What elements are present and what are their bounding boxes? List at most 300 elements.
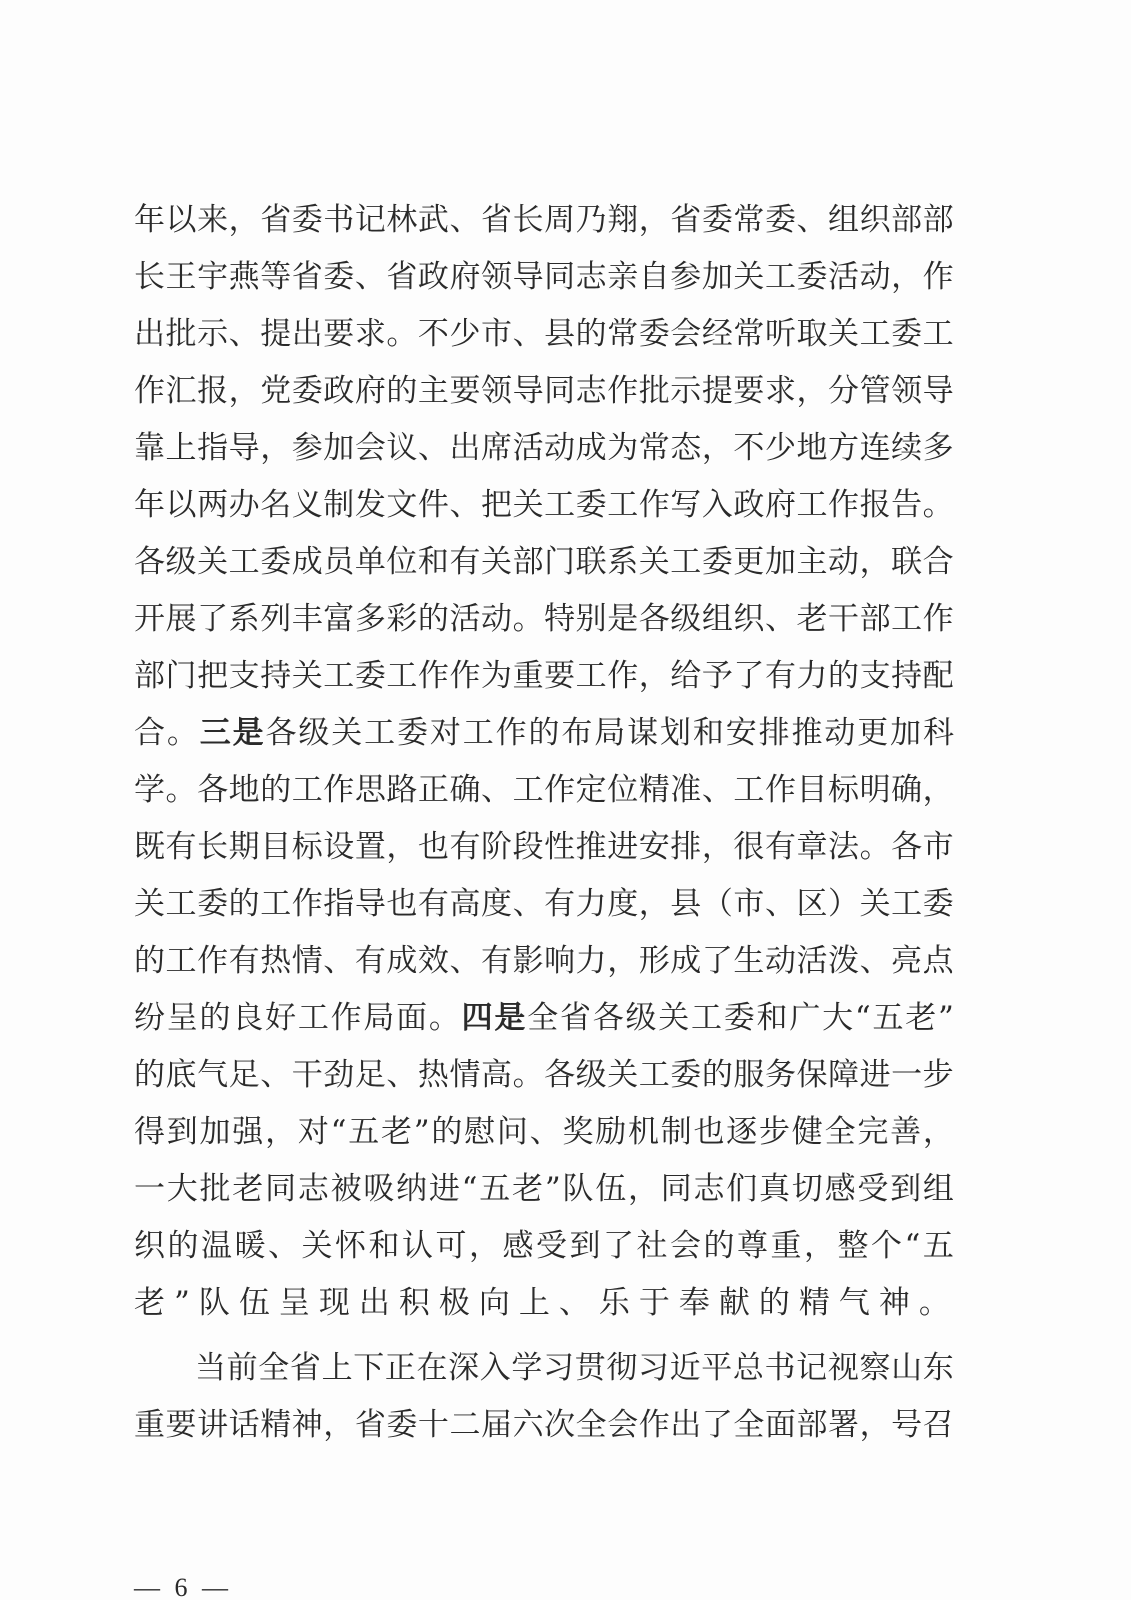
glyph: 政 [417, 259, 449, 295]
glyph: 听 [764, 316, 796, 352]
glyph: 委 [891, 316, 923, 352]
glyph: 出 [291, 316, 323, 352]
glyph: ， [638, 886, 670, 922]
glyph: 定 [575, 772, 607, 808]
glyph: 足 [354, 1057, 386, 1093]
glyph: 关 [291, 658, 323, 694]
glyph: 多 [922, 430, 954, 466]
glyph: 期 [228, 829, 260, 865]
glyph: 有 [449, 829, 481, 865]
glyph: 科 [923, 715, 954, 751]
glyph: 整 [837, 1228, 869, 1264]
glyph: 。 [512, 601, 544, 637]
glyph: ， [228, 202, 260, 238]
glyph: 导 [512, 259, 544, 295]
glyph: 作 [323, 772, 355, 808]
glyph: 精 [260, 1407, 292, 1443]
glyph: 作 [828, 487, 860, 523]
glyph: 安 [725, 715, 757, 751]
glyph: 支 [228, 658, 260, 694]
glyph: 一 [891, 1057, 923, 1093]
glyph: 年 [134, 202, 165, 238]
glyph: 工 [512, 772, 544, 808]
glyph: ” [413, 1114, 430, 1150]
glyph: 为 [607, 430, 639, 466]
glyph: 泼 [828, 943, 860, 979]
glyph: 员 [323, 544, 355, 580]
glyph: 是 [607, 601, 639, 637]
text-line-4 [134, 366, 954, 416]
glyph: 深 [448, 1350, 480, 1386]
glyph: 市 [481, 316, 513, 352]
glyph: 动 [859, 259, 891, 295]
glyph: 有 [764, 829, 796, 865]
glyph: 呈 [166, 1000, 198, 1036]
glyph: “ [330, 1114, 347, 1150]
glyph: 自 [638, 259, 670, 295]
glyph: 求 [764, 373, 796, 409]
glyph: 出 [449, 430, 481, 466]
glyph: 制 [323, 487, 355, 523]
glyph: 号 [891, 1407, 923, 1443]
glyph: 有 [165, 829, 197, 865]
glyph: ， [701, 430, 733, 466]
glyph: 标 [828, 772, 860, 808]
glyph: 安 [638, 829, 670, 865]
glyph: 工 [544, 487, 576, 523]
glyph: 工 [638, 1057, 670, 1093]
glyph: 作 [197, 943, 229, 979]
glyph: 燕 [228, 259, 260, 295]
glyph: 作 [638, 1407, 670, 1443]
glyph: 次 [544, 1407, 576, 1443]
glyph: 省 [559, 1000, 591, 1036]
glyph: 气 [197, 1057, 229, 1093]
glyph: 前 [226, 1350, 258, 1386]
glyph: 文 [386, 487, 418, 523]
glyph: 领 [481, 373, 513, 409]
glyph: 对 [297, 1114, 329, 1150]
glyph: 委 [260, 544, 292, 580]
text-line-12 [134, 822, 954, 872]
glyph: 工 [364, 715, 396, 751]
glyph: 受 [857, 1171, 889, 1207]
glyph: 会 [354, 430, 386, 466]
glyph: 全 [575, 1407, 607, 1443]
glyph: 织 [733, 601, 765, 637]
glyph: 大 [822, 1000, 854, 1036]
glyph: 感 [824, 1171, 856, 1207]
glyph: 示 [197, 316, 229, 352]
text-line-3 [134, 309, 954, 359]
glyph: 求 [354, 316, 386, 352]
glyph: 连 [859, 430, 891, 466]
glyph: 确 [449, 772, 481, 808]
glyph: 长 [134, 259, 165, 295]
glyph: 切 [791, 1171, 823, 1207]
glyph: 会 [607, 1407, 639, 1443]
glyph: 。 [166, 715, 198, 751]
glyph: 受 [536, 1228, 567, 1264]
glyph: 高 [449, 886, 481, 922]
glyph: 有 [417, 886, 449, 922]
glyph: ， [859, 1407, 891, 1443]
glyph: 以 [165, 487, 197, 523]
glyph: 名 [260, 487, 292, 523]
glyph: 长 [512, 202, 544, 238]
glyph: 持 [260, 658, 292, 694]
glyph: 关 [301, 1228, 333, 1264]
text-line-14 [134, 936, 954, 986]
glyph: 们 [726, 1171, 758, 1207]
glyph: 态 [670, 430, 702, 466]
glyph: 正 [417, 772, 449, 808]
glyph: 有 [544, 886, 576, 922]
glyph: 可 [435, 1228, 467, 1264]
glyph: 、 [268, 1228, 299, 1264]
glyph: 联 [891, 544, 923, 580]
glyph: 给 [670, 658, 702, 694]
glyph: 东 [922, 1350, 954, 1386]
glyph: 志 [575, 259, 607, 295]
glyph: 全 [824, 1114, 856, 1150]
glyph: 力 [575, 943, 607, 979]
glyph: 导 [354, 886, 386, 922]
glyph: 工 [291, 772, 323, 808]
glyph: 的 [167, 1228, 199, 1264]
glyph: 武 [417, 202, 449, 238]
glyph: 届 [481, 1407, 513, 1443]
text-line-5 [134, 423, 954, 473]
glyph: 和 [756, 1000, 788, 1036]
glyph: 分 [828, 373, 860, 409]
glyph: 大 [166, 1171, 198, 1207]
glyph: 同 [544, 259, 576, 295]
glyph: 省 [386, 259, 418, 295]
glyph: 近 [669, 1350, 701, 1386]
glyph: 准 [670, 772, 702, 808]
glyph: 同 [660, 1171, 692, 1207]
glyph: 、 [512, 886, 544, 922]
glyph: 委 [796, 259, 828, 295]
glyph: 关 [331, 715, 363, 751]
glyph: 性 [544, 829, 576, 865]
glyph: 了 [701, 943, 733, 979]
glyph: 省 [289, 1350, 321, 1386]
glyph: 干 [828, 601, 860, 637]
glyph: “ [904, 1228, 921, 1264]
glyph: 高 [481, 1057, 513, 1093]
glyph: 彻 [606, 1350, 638, 1386]
glyph: 工 [796, 487, 828, 523]
glyph: 逐 [726, 1114, 758, 1150]
glyph: 市 [733, 886, 765, 922]
bold-glyph: 是 [494, 1000, 526, 1036]
glyph: 工 [575, 658, 607, 694]
glyph: 取 [796, 316, 828, 352]
glyph: 委 [701, 544, 733, 580]
glyph: “ [854, 1000, 871, 1036]
glyph: 平 [701, 1350, 733, 1386]
glyph: 织 [859, 202, 891, 238]
glyph: 思 [354, 772, 386, 808]
glyph: 响 [544, 943, 576, 979]
text-line-11 [134, 765, 954, 815]
glyph: 乃 [575, 202, 607, 238]
glyph: 党 [260, 373, 292, 409]
glyph: 委 [323, 259, 355, 295]
glyph: 更 [733, 544, 765, 580]
glyph: 感 [502, 1228, 534, 1264]
glyph: 位 [386, 544, 418, 580]
glyph: 为 [481, 658, 513, 694]
glyph: 暖 [234, 1228, 266, 1264]
glyph: 市 [922, 829, 954, 865]
glyph: 习 [637, 1350, 669, 1386]
glyph: 六 [512, 1407, 544, 1443]
glyph: 府 [764, 487, 796, 523]
glyph: 委 [922, 886, 954, 922]
glyph: 重 [134, 1407, 165, 1443]
glyph: 级 [165, 544, 197, 580]
glyph: 目 [796, 772, 828, 808]
glyph: 的 [828, 658, 860, 694]
glyph: 全 [258, 1350, 290, 1386]
glyph: 了 [197, 601, 229, 637]
glyph: 章 [796, 829, 828, 865]
glyph: 到 [569, 1228, 601, 1264]
glyph: 各 [134, 544, 165, 580]
glyph: 导 [512, 373, 544, 409]
text-line-15 [134, 993, 954, 1043]
glyph: 和 [368, 1228, 400, 1264]
glyph: 件 [417, 487, 449, 523]
glyph: 经 [701, 316, 733, 352]
glyph: 部 [796, 1407, 828, 1443]
glyph: 面 [764, 1407, 796, 1443]
glyph: 关 [859, 886, 891, 922]
glyph: （ [701, 886, 733, 922]
glyph: 工 [922, 316, 954, 352]
glyph: 书 [323, 202, 355, 238]
glyph: 。 [428, 1000, 460, 1036]
glyph: 也 [417, 829, 449, 865]
glyph: 记 [796, 1350, 828, 1386]
glyph: 特 [544, 601, 576, 637]
glyph: 面 [396, 1000, 428, 1036]
glyph: 怀 [335, 1228, 366, 1264]
glyph: 布 [561, 715, 593, 751]
glyph: 局 [594, 715, 626, 751]
glyph: 好 [265, 1000, 297, 1036]
glyph: 予 [701, 658, 733, 694]
glyph: 正 [384, 1350, 416, 1386]
glyph: 有 [354, 943, 386, 979]
glyph: ， [323, 1407, 355, 1443]
glyph: 良 [232, 1000, 264, 1036]
glyph: 贯 [574, 1350, 606, 1386]
glyph: 工 [462, 715, 494, 751]
glyph: 书 [764, 1350, 796, 1386]
glyph: 展 [165, 601, 197, 637]
glyph: 工 [670, 544, 702, 580]
glyph: 影 [512, 943, 544, 979]
glyph: 五 [479, 1171, 511, 1207]
glyph: 、 [529, 1114, 561, 1150]
glyph: 区 [796, 886, 828, 922]
glyph: 志 [693, 1171, 725, 1207]
glyph: 有 [764, 658, 796, 694]
glyph: 动 [764, 943, 796, 979]
glyph: 热 [417, 1057, 449, 1093]
glyph: ， [265, 1114, 297, 1150]
glyph: 告 [891, 487, 923, 523]
glyph: 加 [764, 544, 796, 580]
glyph: 五 [872, 1000, 904, 1036]
glyph: 委 [291, 373, 323, 409]
glyph: 常 [638, 430, 670, 466]
glyph: 纳 [396, 1171, 428, 1207]
glyph: 生 [733, 943, 765, 979]
glyph: 排 [670, 829, 702, 865]
glyph: 宇 [197, 259, 229, 295]
glyph: 同 [544, 373, 576, 409]
glyph: 标 [291, 829, 323, 865]
glyph: 。 [512, 1057, 544, 1093]
glyph: 常 [607, 316, 639, 352]
glyph: 省 [260, 202, 292, 238]
glyph: 作 [922, 601, 954, 637]
glyph: 精 [638, 772, 670, 808]
glyph: 老 [232, 1171, 264, 1207]
glyph: ， [607, 943, 639, 979]
glyph: 置 [354, 829, 386, 865]
glyph: 开 [134, 601, 165, 637]
glyph: 得 [134, 1114, 165, 1150]
glyph: 推 [791, 715, 823, 751]
glyph: 续 [891, 430, 923, 466]
glyph: 问 [496, 1114, 528, 1150]
glyph: 划 [660, 715, 691, 751]
glyph: 成 [291, 544, 323, 580]
glyph: 度 [481, 886, 513, 922]
glyph: 年 [134, 487, 165, 523]
glyph: 善 [890, 1114, 922, 1150]
glyph: 个 [871, 1228, 902, 1264]
glyph: 吸 [363, 1171, 395, 1207]
glyph: 署 [828, 1407, 860, 1443]
glyph: 纷 [134, 1000, 165, 1036]
page-number: — 6 — [134, 1573, 232, 1602]
glyph: 出 [670, 1407, 702, 1443]
glyph: 也 [386, 886, 418, 922]
glyph: 学 [511, 1350, 543, 1386]
glyph: 省 [670, 202, 702, 238]
glyph: 部 [891, 202, 923, 238]
glyph: 各 [638, 601, 670, 637]
glyph: 委 [764, 202, 796, 238]
glyph: 持 [891, 658, 923, 694]
glyph: ， [891, 259, 923, 295]
glyph: 亲 [607, 259, 639, 295]
glyph: 明 [859, 772, 891, 808]
glyph: 政 [733, 487, 765, 523]
glyph: 工 [859, 316, 891, 352]
glyph: 委 [638, 316, 670, 352]
glyph: 报 [197, 373, 229, 409]
glyph: 工 [260, 886, 292, 922]
glyph: 、 [449, 487, 481, 523]
text-line-10 [134, 708, 954, 758]
glyph: 作 [417, 658, 449, 694]
glyph: 各 [592, 1000, 624, 1036]
glyph: 成 [670, 943, 702, 979]
glyph: 配 [922, 658, 954, 694]
glyph: 两 [197, 487, 229, 523]
glyph: 、 [449, 943, 481, 979]
glyph: 入 [479, 1350, 511, 1386]
glyph: 要 [733, 373, 765, 409]
glyph: 对 [429, 715, 461, 751]
glyph: ， [796, 373, 828, 409]
glyph: 作 [291, 886, 323, 922]
glyph: 合 [922, 544, 954, 580]
glyph: 健 [791, 1114, 823, 1150]
glyph: 神 [291, 1407, 323, 1443]
glyph: 作 [607, 658, 639, 694]
glyph: 。 [165, 772, 197, 808]
glyph: 作 [764, 772, 796, 808]
glyph: 少 [764, 430, 796, 466]
glyph: 加 [323, 430, 355, 466]
glyph: 活 [796, 943, 828, 979]
glyph: 步 [922, 1057, 954, 1093]
glyph: 领 [891, 373, 923, 409]
glyph: 、 [323, 943, 355, 979]
glyph: 的 [134, 1057, 165, 1093]
glyph: 参 [670, 259, 702, 295]
glyph: 单 [354, 544, 386, 580]
glyph: 的 [575, 316, 607, 352]
glyph: 列 [260, 601, 292, 637]
glyph: ， [260, 430, 292, 466]
glyph: 的 [703, 1228, 735, 1264]
glyph: 老 [380, 1114, 412, 1150]
glyph: 工 [891, 886, 923, 922]
bold-glyph: 三 [199, 715, 231, 751]
glyph: 、 [701, 772, 733, 808]
glyph: 组 [828, 202, 860, 238]
glyph: ” [544, 1171, 561, 1207]
glyph: 效 [417, 943, 449, 979]
glyph: 工 [891, 601, 923, 637]
glyph: 靠 [134, 430, 165, 466]
glyph: 要 [165, 1407, 197, 1443]
glyph: 动 [544, 430, 576, 466]
glyph: 务 [764, 1057, 796, 1093]
glyph: 亮 [891, 943, 923, 979]
glyph: 情 [291, 943, 323, 979]
glyph: 加 [199, 1114, 231, 1150]
glyph: 志 [575, 373, 607, 409]
glyph: 指 [323, 886, 355, 922]
glyph: 既 [134, 829, 165, 865]
glyph: 活 [449, 601, 481, 637]
glyph: 部 [134, 658, 165, 694]
glyph: 不 [417, 316, 449, 352]
glyph: 府 [354, 373, 386, 409]
glyph: 工 [323, 658, 355, 694]
